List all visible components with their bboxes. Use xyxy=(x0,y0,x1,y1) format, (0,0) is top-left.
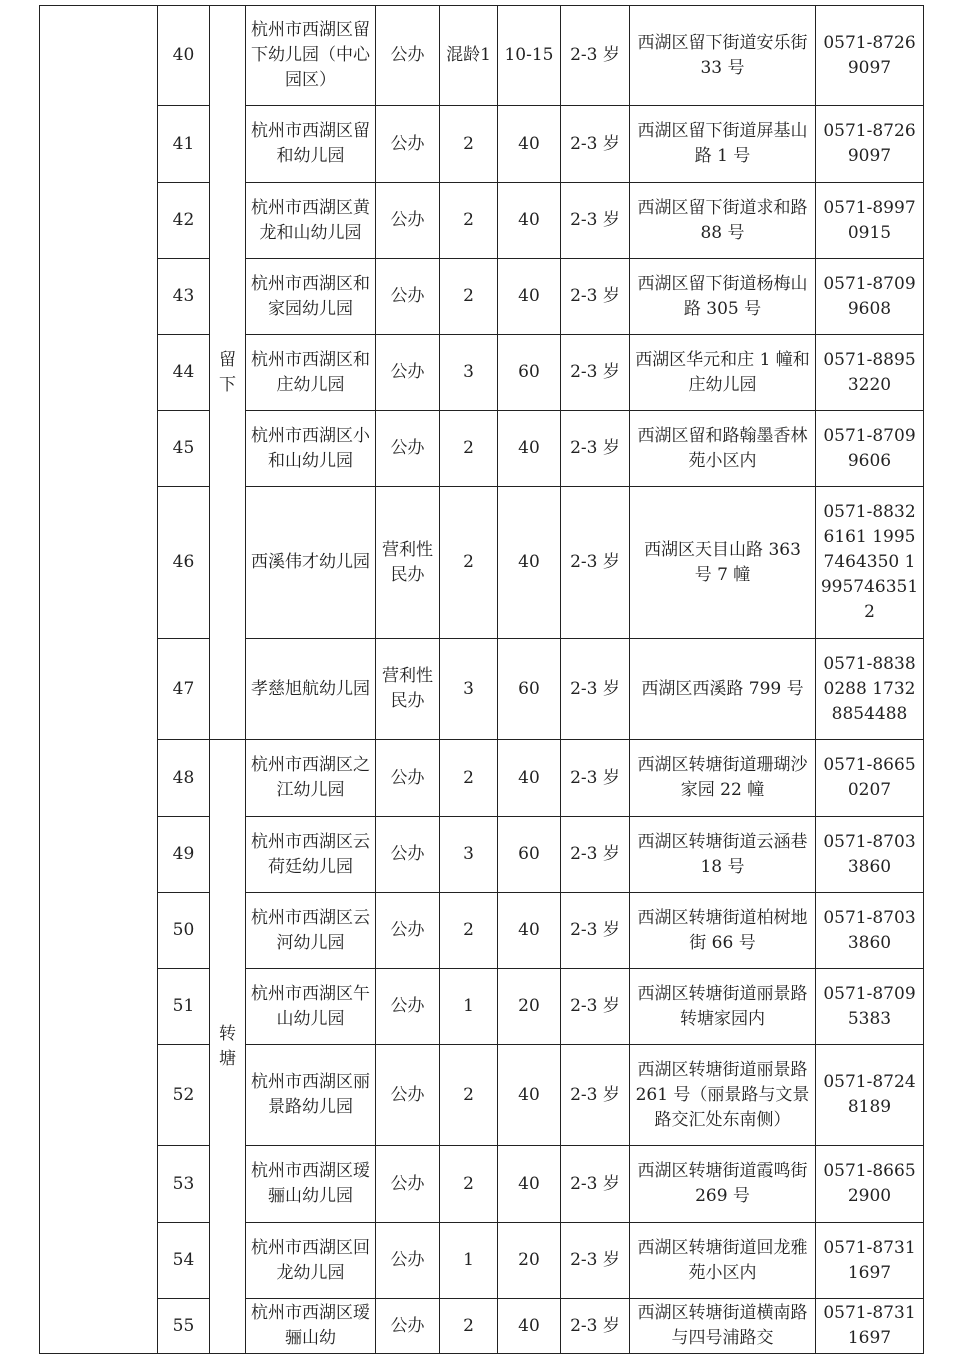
phone: 0571-87311697 xyxy=(816,1299,924,1354)
age-range: 2-3 岁 xyxy=(561,411,630,487)
ownership-type: 公办 xyxy=(376,893,440,969)
address: 西湖区转塘街道柏树地街 66 号 xyxy=(630,893,816,969)
phone: 0571-88326161 19957464350 19957463512 xyxy=(816,487,924,639)
ownership-type: 公办 xyxy=(376,259,440,335)
seat-count: 40 xyxy=(498,487,561,639)
kindergarten-name: 杭州市西湖区黄龙和山幼儿园 xyxy=(246,183,376,259)
kindergarten-name: 杭州市西湖区瑷骊山幼 xyxy=(246,1299,376,1354)
class-count: 2 xyxy=(440,893,498,969)
age-range: 2-3 岁 xyxy=(561,1146,630,1223)
age-range: 2-3 岁 xyxy=(561,106,630,183)
address: 西湖区留和路翰墨香林苑小区内 xyxy=(630,411,816,487)
ownership-type: 公办 xyxy=(376,106,440,183)
phone: 0571-88380288 17328854488 xyxy=(816,639,924,740)
phone: 0571-87099608 xyxy=(816,259,924,335)
phone: 0571-86650207 xyxy=(816,740,924,817)
row-number: 43 xyxy=(158,259,210,335)
table-row xyxy=(40,1045,924,1146)
age-range: 2-3 岁 xyxy=(561,893,630,969)
ownership-type: 营利性民办 xyxy=(376,487,440,639)
table-row xyxy=(40,183,924,259)
address: 西湖区天目山路 363 号 7 幢 xyxy=(630,487,816,639)
ownership-type: 公办 xyxy=(376,6,440,106)
row-number: 40 xyxy=(158,6,210,106)
age-range: 2-3 岁 xyxy=(561,335,630,411)
class-count: 3 xyxy=(440,335,498,411)
table-row xyxy=(40,740,924,817)
seat-count: 40 xyxy=(498,411,561,487)
seat-count: 60 xyxy=(498,639,561,740)
row-number: 42 xyxy=(158,183,210,259)
ownership-type: 公办 xyxy=(376,969,440,1045)
seat-count: 40 xyxy=(498,1146,561,1223)
address: 西湖区转塘街道丽景路 261 号（丽景路与文景路交汇处东南侧） xyxy=(630,1045,816,1146)
seat-count: 60 xyxy=(498,335,561,411)
age-range: 2-3 岁 xyxy=(561,183,630,259)
address: 西湖区西溪路 799 号 xyxy=(630,639,816,740)
ownership-type: 营利性民办 xyxy=(376,639,440,740)
kindergarten-name: 杭州市西湖区云荷廷幼儿园 xyxy=(246,817,376,893)
class-count: 1 xyxy=(440,1223,498,1299)
row-number: 53 xyxy=(158,1146,210,1223)
age-range: 2-3 岁 xyxy=(561,969,630,1045)
phone: 0571-86652900 xyxy=(816,1146,924,1223)
seat-count: 40 xyxy=(498,259,561,335)
age-range: 2-3 岁 xyxy=(561,1045,630,1146)
table-row xyxy=(40,817,924,893)
age-range: 2-3 岁 xyxy=(561,487,630,639)
age-range: 2-3 岁 xyxy=(561,259,630,335)
row-number: 47 xyxy=(158,639,210,740)
town-cell-liuxia xyxy=(210,6,246,740)
age-range: 2-3 岁 xyxy=(561,639,630,740)
address: 西湖区留下街道杨梅山路 305 号 xyxy=(630,259,816,335)
kindergarten-name: 杭州市西湖区留和幼儿园 xyxy=(246,106,376,183)
ownership-type: 公办 xyxy=(376,183,440,259)
address: 西湖区留下街道求和路 88 号 xyxy=(630,183,816,259)
age-range: 2-3 岁 xyxy=(561,740,630,817)
phone: 0571-87248189 xyxy=(816,1045,924,1146)
phone: 0571-87033860 xyxy=(816,817,924,893)
town-cell-zhuantang xyxy=(210,740,246,1354)
age-range: 2-3 岁 xyxy=(561,1299,630,1354)
phone: 0571-88953220 xyxy=(816,335,924,411)
table-row xyxy=(40,106,924,183)
table-row xyxy=(40,1223,924,1299)
address: 西湖区转塘街道回龙雅苑小区内 xyxy=(630,1223,816,1299)
ownership-type: 公办 xyxy=(376,817,440,893)
age-range: 2-3 岁 xyxy=(561,6,630,106)
seat-count: 40 xyxy=(498,106,561,183)
class-count: 1 xyxy=(440,969,498,1045)
class-count: 混龄1 xyxy=(440,6,498,106)
seat-count: 40 xyxy=(498,893,561,969)
address: 西湖区转塘街道云涵巷 18 号 xyxy=(630,817,816,893)
row-number: 49 xyxy=(158,817,210,893)
address: 西湖区留下街道屏基山路 1 号 xyxy=(630,106,816,183)
seat-count: 40 xyxy=(498,1045,561,1146)
kindergarten-name: 杭州市西湖区丽景路幼儿园 xyxy=(246,1045,376,1146)
kindergarten-name: 杭州市西湖区云河幼儿园 xyxy=(246,893,376,969)
row-number: 54 xyxy=(158,1223,210,1299)
table-row xyxy=(40,1299,924,1354)
ownership-type: 公办 xyxy=(376,740,440,817)
phone: 0571-87095383 xyxy=(816,969,924,1045)
row-number: 55 xyxy=(158,1299,210,1354)
kindergarten-name: 西溪伟才幼儿园 xyxy=(246,487,376,639)
kindergarten-name: 孝慈旭航幼儿园 xyxy=(246,639,376,740)
kindergarten-name: 杭州市西湖区之江幼儿园 xyxy=(246,740,376,817)
address: 西湖区转塘街道横南路与四号浦路交 xyxy=(630,1299,816,1354)
row-number: 48 xyxy=(158,740,210,817)
seat-count: 60 xyxy=(498,817,561,893)
table-row xyxy=(40,487,924,639)
table-row xyxy=(40,259,924,335)
address: 西湖区转塘街道珊瑚沙家园 22 幢 xyxy=(630,740,816,817)
phone: 0571-87033860 xyxy=(816,893,924,969)
class-count: 3 xyxy=(440,817,498,893)
table-row xyxy=(40,639,924,740)
phone: 0571-87269097 xyxy=(816,6,924,106)
row-number: 44 xyxy=(158,335,210,411)
class-count: 2 xyxy=(440,487,498,639)
kindergarten-name: 杭州市西湖区午山幼儿园 xyxy=(246,969,376,1045)
class-count: 2 xyxy=(440,1146,498,1223)
kindergarten-name: 杭州市西湖区留下幼儿园（中心园区） xyxy=(246,6,376,106)
seat-count: 40 xyxy=(498,1299,561,1354)
table-row xyxy=(40,893,924,969)
row-number: 50 xyxy=(158,893,210,969)
table-row xyxy=(40,969,924,1045)
kindergarten-name: 杭州市西湖区瑷骊山幼儿园 xyxy=(246,1146,376,1223)
town-label: 留下 xyxy=(219,349,236,395)
seat-count: 10-15 xyxy=(498,6,561,106)
kindergarten-name: 杭州市西湖区和家园幼儿园 xyxy=(246,259,376,335)
row-number: 46 xyxy=(158,487,210,639)
seat-count: 40 xyxy=(498,740,561,817)
class-count: 2 xyxy=(440,1299,498,1354)
kindergarten-name: 杭州市西湖区小和山幼儿园 xyxy=(246,411,376,487)
class-count: 2 xyxy=(440,106,498,183)
ownership-type: 公办 xyxy=(376,1223,440,1299)
ownership-type: 公办 xyxy=(376,335,440,411)
row-number: 51 xyxy=(158,969,210,1045)
seat-count: 40 xyxy=(498,183,561,259)
ownership-type: 公办 xyxy=(376,1045,440,1146)
age-range: 2-3 岁 xyxy=(561,817,630,893)
seat-count: 20 xyxy=(498,969,561,1045)
address: 西湖区华元和庄 1 幢和庄幼儿园 xyxy=(630,335,816,411)
ownership-type: 公办 xyxy=(376,411,440,487)
ownership-type: 公办 xyxy=(376,1299,440,1354)
address: 西湖区转塘街道霞鸣街 269 号 xyxy=(630,1146,816,1223)
class-count: 3 xyxy=(440,639,498,740)
table-row xyxy=(40,411,924,487)
town-label: 转塘 xyxy=(219,1023,236,1069)
row-number: 45 xyxy=(158,411,210,487)
table-row xyxy=(40,1146,924,1223)
row-number: 52 xyxy=(158,1045,210,1146)
table-row xyxy=(40,6,924,106)
class-count: 2 xyxy=(440,740,498,817)
class-count: 2 xyxy=(440,183,498,259)
table-row xyxy=(40,335,924,411)
class-count: 2 xyxy=(440,1045,498,1146)
kindergarten-name: 杭州市西湖区回龙幼儿园 xyxy=(246,1223,376,1299)
class-count: 2 xyxy=(440,411,498,487)
address: 西湖区留下街道安乐街 33 号 xyxy=(630,6,816,106)
kindergarten-table xyxy=(39,5,924,1354)
class-count: 2 xyxy=(440,259,498,335)
kindergarten-name: 杭州市西湖区和庄幼儿园 xyxy=(246,335,376,411)
phone: 0571-89970915 xyxy=(816,183,924,259)
ownership-type: 公办 xyxy=(376,1146,440,1223)
seat-count: 20 xyxy=(498,1223,561,1299)
age-range: 2-3 岁 xyxy=(561,1223,630,1299)
district-cell xyxy=(40,6,158,1354)
row-number: 41 xyxy=(158,106,210,183)
phone: 0571-87311697 xyxy=(816,1223,924,1299)
phone: 0571-87099606 xyxy=(816,411,924,487)
phone: 0571-87269097 xyxy=(816,106,924,183)
address: 西湖区转塘街道丽景路转塘家园内 xyxy=(630,969,816,1045)
